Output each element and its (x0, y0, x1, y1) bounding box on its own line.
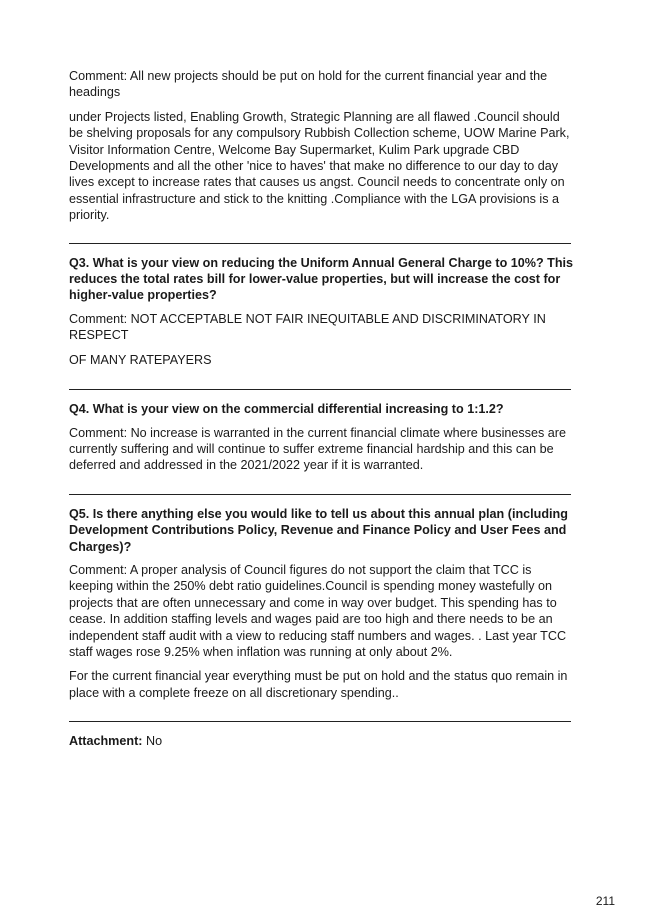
q5-comment: Comment: A proper analysis of Council figures do not support the claim that TCC is keeping within the 250% debt ratio guidelines.Council is spending money wastefully on projects that are often unnecessary and come in way over budget. This spending has to cease. In addition staffing levels and wages paid are too high and there needs to be an independent staff audit with a view to reducing staff numbers and wages. . Last year TCC staff wages rose 9.25% when inflation was running at only about 2%. (69, 562, 567, 659)
attachment-line (69, 733, 574, 749)
q5-comment-continued: For the current financial year everything must be put on hold and the status quo remain in place with a complete freeze on all discretionary spending.. (69, 669, 568, 700)
q4-comment: Comment: No increase is warranted in the current financial climate where businesses are currently suffering and will continue to suffer extreme financial hardship and this can be deferred and addressed in the 2021/2022 year if it is warranted. (69, 425, 566, 473)
section-divider (69, 243, 571, 244)
q2-comment-detail: under Projects listed, Enabling Growth, Strategic Planning are all flawed .Council should be shelving proposals for any compulsory Rubbish Collection scheme, UOW Marine Park, Visitor Information Centre, Welcome Bay Supermarket, Kulim Park upgrade CBD Developments and all the other 'nice to haves' that make no difference to our day to day lives except to increase rates that causes us angst. Council needs to concentrate only on essential infrastructure and stick to the knitting .Compliance with the LGA provisions is a priority. (69, 109, 570, 223)
q2-comment: Comment: All new projects should be put on hold for the current financial year and the headings (69, 69, 548, 100)
q3-question: Q3. What is your view on reducing the Uniform Annual General Charge to 10%? This reduces the total rates bill for lower-value properties, but will increase the cost for higher-value properties? (69, 255, 574, 303)
page-number: 211 (595, 894, 615, 908)
q5-question: Q5. Is there anything else you would like to tell us about this annual plan (including Development Contributions Policy, Revenue and Finance Policy and User Fees and Charges)? (69, 506, 568, 554)
q3-comment-continued: OF MANY RATEPAYERS (69, 352, 212, 367)
attachment-value: No (145, 734, 163, 749)
attachment-label: Attachment: (69, 734, 143, 749)
q3-comment: Comment: NOT ACCEPTABLE NOT FAIR INEQUITABLE AND DISCRIMINATORY IN RESPECT (69, 311, 546, 343)
section-divider (69, 389, 571, 390)
section-divider (69, 494, 571, 495)
q4-question: Q4. What is your view on the commercial differential increasing to 1:1.2? (69, 402, 504, 417)
document-page (69, 68, 574, 750)
section-divider (69, 721, 571, 722)
